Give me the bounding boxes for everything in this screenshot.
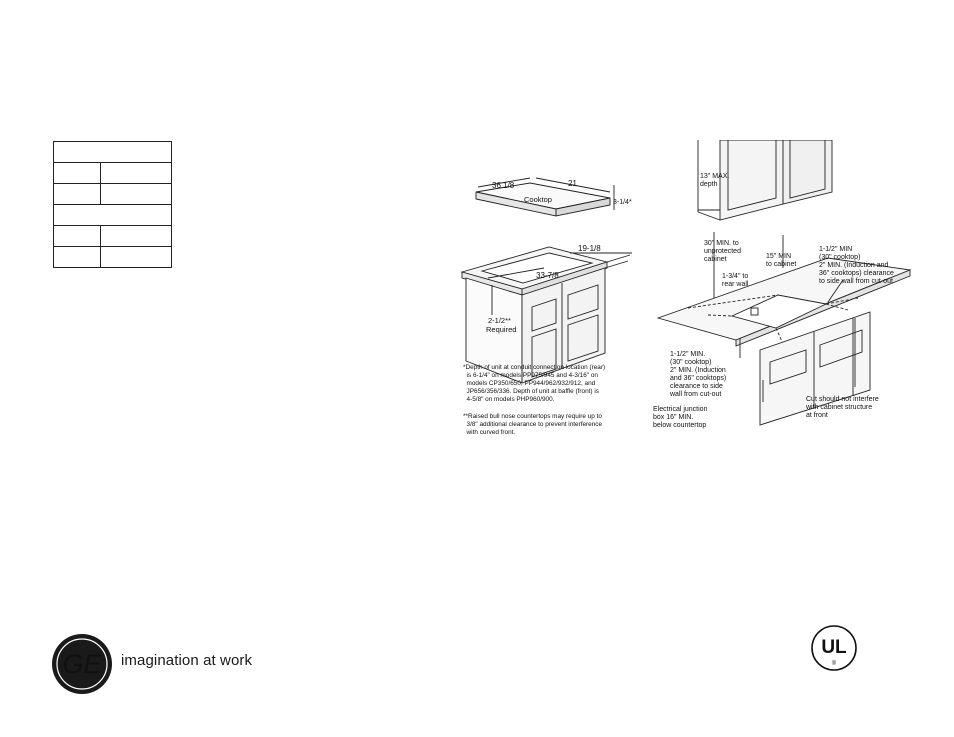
- table-cell: [54, 247, 101, 268]
- unprotected-line-1: 30" MIN. to: [704, 240, 739, 247]
- junction-line-2: box 16" MIN.: [653, 414, 694, 421]
- rear-wall-line-2: rear wall: [722, 281, 749, 288]
- table-cell: [54, 205, 172, 226]
- rear-wall-line-1: 1-3/4" to: [722, 273, 749, 280]
- upper-cabinet-left: [720, 140, 783, 220]
- side-left-line-4: and 36" cooktops): [670, 375, 727, 382]
- table-cell: [54, 142, 172, 163]
- side-left-line-6: wall from cut-out: [670, 391, 722, 398]
- ul-registered: ®: [831, 661, 837, 667]
- side-wall-line-1: 1-1/2" MIN: [819, 246, 853, 253]
- installation-clearance-figure: [648, 140, 920, 440]
- junction-line-1: Electrical junction: [653, 406, 708, 413]
- table-row: [54, 163, 172, 184]
- cabinet-depth-max: 13" MAX.: [700, 173, 730, 180]
- dim-cutout-width: 33-7/8: [536, 271, 559, 280]
- table-cell: [101, 184, 172, 205]
- installation-drawing: [648, 140, 920, 440]
- table-row: [54, 184, 172, 205]
- table-row: [54, 247, 172, 268]
- dim-cooktop-depth: 21: [568, 179, 577, 188]
- side-wall-line-5: to side wall from cut-out: [819, 278, 893, 285]
- cut-note-line-3: at front: [806, 412, 828, 419]
- unprotected-line-2: unprotected: [704, 248, 741, 255]
- logo-letters: GE: [62, 649, 102, 679]
- table-cell: [54, 184, 101, 205]
- ul-letters: UL: [821, 637, 847, 658]
- ul-certification-mark: [810, 624, 858, 672]
- dim-cooktop-width: 36 1/8: [492, 181, 515, 190]
- junction-line-3: below countertop: [653, 422, 707, 429]
- side-left-line-3: 2" MIN. (Induction: [670, 367, 726, 374]
- cutout-drawing: [452, 165, 660, 447]
- table-row: [54, 142, 172, 163]
- bullnose-footnote: **Raised bull nose countertops may require up to 3/8" additional clearance to prevent interference with curved front.: [463, 413, 603, 436]
- side-wall-line-4: 36" cooktops) clearance: [819, 270, 894, 277]
- ul-logo-icon: [810, 624, 858, 672]
- side-wall-line-3: 2" MIN. (Induction and: [819, 262, 889, 269]
- dim-cooktop-height: 3-1/4*: [613, 199, 632, 206]
- side-left-line-2: (30" cooktop): [670, 359, 712, 366]
- cutout-dimension-figure: [452, 165, 660, 447]
- table-cell: [101, 226, 172, 247]
- dim-cutout-depth: 19-1/8: [578, 244, 601, 253]
- cut-note-line-1: Cut should not interfere: [806, 396, 879, 403]
- cut-note-line-2: with cabinet structure: [806, 404, 873, 411]
- front-clearance-label: Required: [486, 325, 517, 334]
- table-cell: [54, 226, 101, 247]
- to-cabinet-line-2: to cabinet: [766, 261, 797, 268]
- dim-front-clearance: 2-1/2**: [488, 316, 511, 325]
- table-cell: [54, 163, 101, 184]
- table-cell: [101, 163, 172, 184]
- cooktop-label: Cooktop: [524, 195, 552, 204]
- ge-monogram-icon: [51, 633, 113, 695]
- table-cell: [101, 247, 172, 268]
- unprotected-line-3: cabinet: [704, 256, 727, 263]
- side-left-line-1: 1-1/2" MIN.: [670, 351, 706, 358]
- side-left-line-5: clearance to side: [670, 383, 723, 390]
- spec-table: [53, 141, 172, 268]
- cabinet-depth-label: depth: [700, 181, 718, 188]
- side-wall-line-2: (30" cooktop): [819, 254, 861, 261]
- table-row: [54, 226, 172, 247]
- table-row: [54, 205, 172, 226]
- ge-logo: [51, 633, 113, 695]
- depth-footnote: *Depth of unit at conduit connection location (rear) is 6-1/4" on models PP975/945 and 4-3/16" on models CP350/650, PP944/962/932/912, and JP656/356/336. Depth of unit at baffle (front) is 4-5/8" on models PHP960/900.: [463, 364, 606, 403]
- tagline: imagination at work: [121, 652, 253, 669]
- to-cabinet-line-1: 15" MIN: [766, 253, 792, 260]
